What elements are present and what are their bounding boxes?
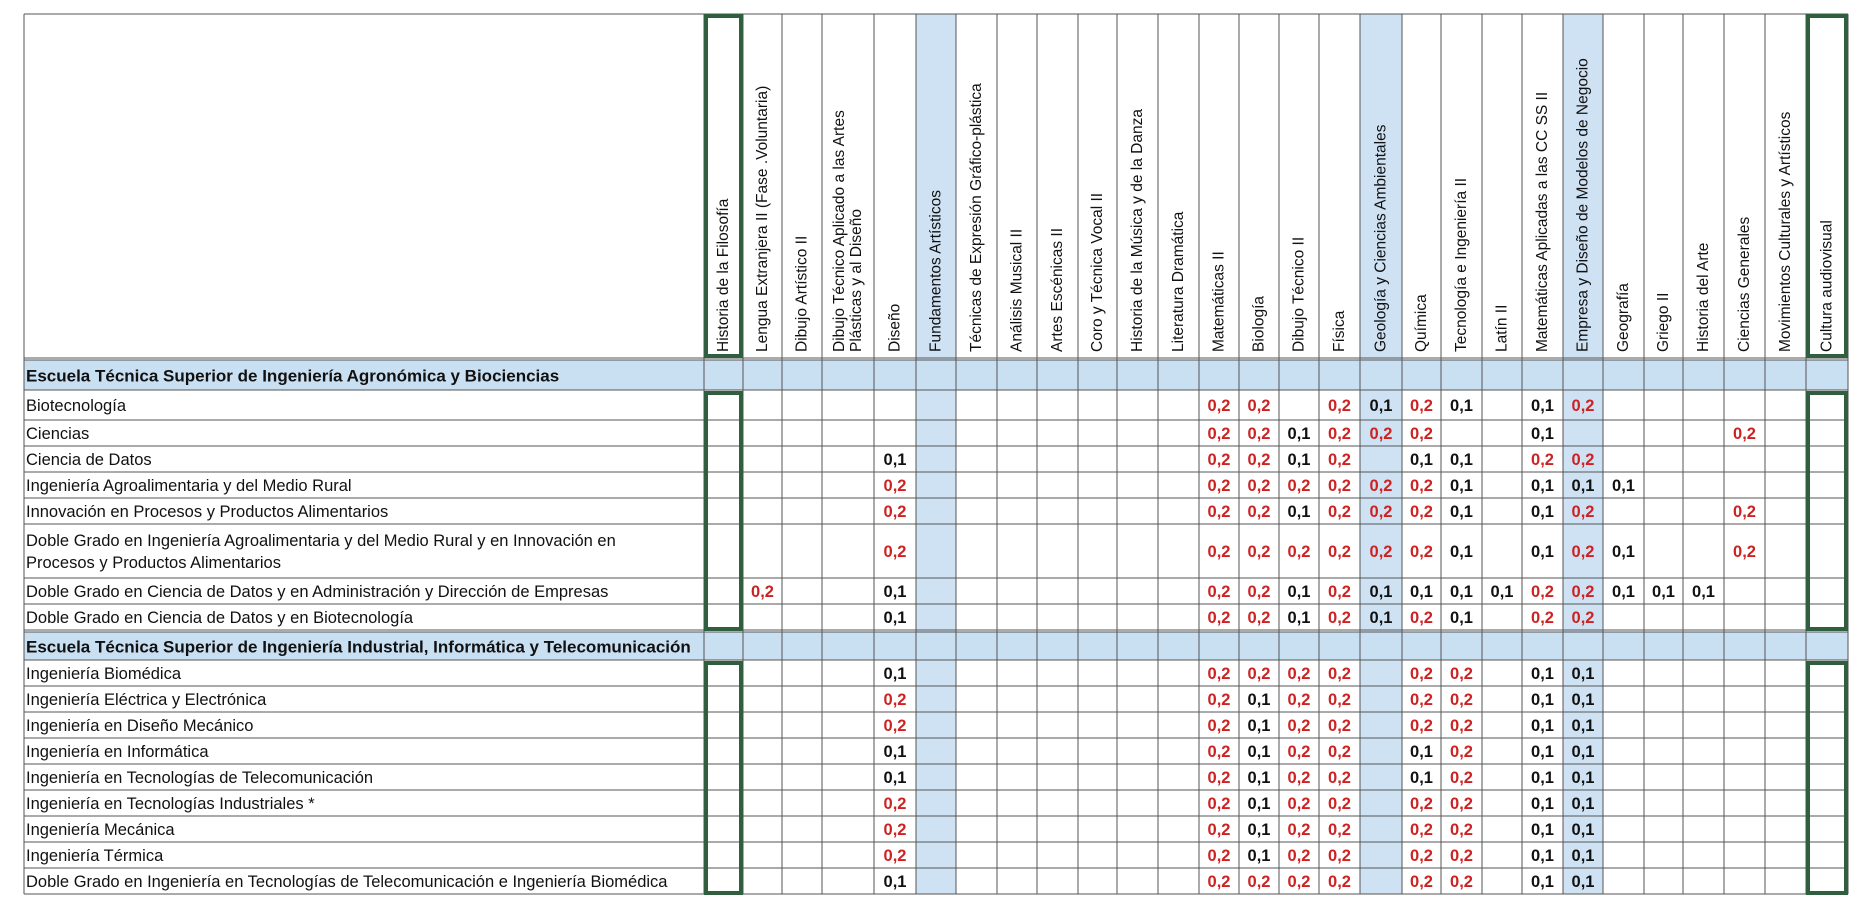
weight-value: 0,2 xyxy=(883,503,907,521)
weight-value: 0,2 xyxy=(1287,873,1311,891)
weight-value: 0,1 xyxy=(1247,717,1271,735)
weight-value: 0,1 xyxy=(1247,847,1271,865)
weight-value: 0,1 xyxy=(1531,821,1554,839)
weight-value: 0,2 xyxy=(1287,795,1311,813)
weight-value: 0,1 xyxy=(1410,743,1433,761)
row-label: Innovación en Procesos y Productos Alimentarios xyxy=(26,503,389,521)
weight-value: 0,1 xyxy=(1612,477,1635,495)
weight-value: 0,2 xyxy=(1410,425,1433,443)
column-header: Empresa y Diseño de Modelos de Negocio xyxy=(1574,58,1592,352)
weight-value: 0,2 xyxy=(1571,451,1595,469)
row-label: Ingeniería en Informática xyxy=(26,743,209,761)
weight-value: 0,2 xyxy=(1450,873,1473,891)
weight-value: 0,1 xyxy=(1571,873,1595,891)
weight-value: 0,2 xyxy=(1247,665,1271,683)
column-header: Geología y Ciencias Ambientales xyxy=(1372,124,1390,352)
weight-value: 0,1 xyxy=(1369,609,1393,627)
column-header: Artes Escénicas II xyxy=(1049,227,1066,352)
weight-value: 0,1 xyxy=(1450,397,1473,415)
weight-value: 0,1 xyxy=(1410,769,1433,787)
weight-value: 0,1 xyxy=(883,873,907,891)
weight-value: 0,2 xyxy=(1369,477,1393,495)
weight-value: 0,2 xyxy=(1328,873,1351,891)
row-label: Ingeniería Térmica xyxy=(26,847,164,865)
weight-value: 0,1 xyxy=(1369,583,1393,601)
weight-value: 0,2 xyxy=(1369,425,1393,443)
weight-value: 0,2 xyxy=(1287,691,1311,709)
column-header: Geografía xyxy=(1615,283,1632,352)
weight-value: 0,2 xyxy=(1247,451,1271,469)
column-header: Dibujo Artístico II xyxy=(793,235,811,352)
weight-value: 0,2 xyxy=(1410,665,1433,683)
weight-value: 0,2 xyxy=(1247,397,1271,415)
weight-value: 0,2 xyxy=(1287,477,1311,495)
weight-value: 0,2 xyxy=(1410,847,1433,865)
weight-value: 0,1 xyxy=(1531,873,1554,891)
weight-value: 0,2 xyxy=(1328,769,1351,787)
weight-value: 0,2 xyxy=(883,847,907,865)
column-header: Análisis Musical II xyxy=(1008,228,1026,352)
weight-value: 0,1 xyxy=(1571,795,1595,813)
weight-value: 0,2 xyxy=(1328,743,1351,761)
weight-value: 0,2 xyxy=(1207,821,1231,839)
weight-value: 0,2 xyxy=(1287,543,1311,561)
weight-value: 0,2 xyxy=(1247,503,1271,521)
weight-value: 0,1 xyxy=(1571,821,1595,839)
weight-value: 0,2 xyxy=(1571,503,1595,521)
weight-value: 0,2 xyxy=(1410,795,1433,813)
weight-value: 0,2 xyxy=(1207,769,1231,787)
weight-value: 0,1 xyxy=(1287,609,1311,627)
column-header: Historia de la Música y de la Danza xyxy=(1129,109,1146,352)
weight-value: 0,2 xyxy=(1733,503,1756,521)
weight-value: 0,2 xyxy=(1450,665,1473,683)
weight-value: 0,2 xyxy=(1328,665,1351,683)
row-label: Ingeniería Agroalimentaria y del Medio Rural xyxy=(26,477,352,495)
weight-value: 0,2 xyxy=(1328,691,1351,709)
column-header: Técnicas de Expresión Gráfico-plástica xyxy=(968,83,985,352)
row-label: Ingeniería Mecánica xyxy=(26,821,175,839)
weight-value: 0,1 xyxy=(1531,769,1554,787)
column-header: Literatura Dramática xyxy=(1170,211,1187,352)
weight-value: 0,2 xyxy=(1531,451,1554,469)
weight-value: 0,2 xyxy=(1328,503,1351,521)
weight-value: 0,1 xyxy=(1490,583,1514,601)
weight-value: 0,1 xyxy=(1450,609,1473,627)
weight-value: 0,1 xyxy=(1571,665,1595,683)
weight-value: 0,2 xyxy=(1328,397,1351,415)
weight-value: 0,1 xyxy=(1531,543,1554,561)
weight-value: 0,2 xyxy=(1410,873,1433,891)
weight-value: 0,1 xyxy=(883,743,907,761)
row-label: Ingeniería Eléctrica y Electrónica xyxy=(26,691,267,709)
weight-value: 0,2 xyxy=(1328,821,1351,839)
weight-value: 0,2 xyxy=(1207,847,1231,865)
weight-value: 0,2 xyxy=(1207,477,1231,495)
weight-value: 0,2 xyxy=(1369,543,1393,561)
row-label: Doble Grado en Ingeniería en Tecnologías de Telecomunicación e Ingeniería Biomédica xyxy=(26,873,668,891)
weight-value: 0,2 xyxy=(1410,477,1433,495)
weight-value: 0,2 xyxy=(1207,665,1231,683)
weight-value: 0,2 xyxy=(1247,543,1271,561)
section-title: Escuela Técnica Superior de Ingeniería Agronómica y Biociencias xyxy=(26,366,560,386)
row-label: Ingeniería en Diseño Mecánico xyxy=(26,717,254,735)
weight-value: 0,2 xyxy=(1328,609,1351,627)
column-header: Fundamentos Artísticos xyxy=(927,190,945,352)
weight-value: 0,2 xyxy=(883,543,907,561)
column-header: Latín II xyxy=(1493,304,1511,352)
weight-value: 0,2 xyxy=(1207,583,1231,601)
weight-value: 0,2 xyxy=(1247,425,1271,443)
weight-value: 0,1 xyxy=(1571,847,1595,865)
weight-value: 0,2 xyxy=(883,691,907,709)
weight-value: 0,2 xyxy=(1450,847,1473,865)
weight-value: 0,2 xyxy=(1207,397,1231,415)
weight-value: 0,1 xyxy=(1571,743,1595,761)
row-label: Doble Grado en Ciencia de Datos y en Administración y Dirección de Empresas xyxy=(26,583,609,601)
weight-value: 0,2 xyxy=(1328,425,1351,443)
weight-value: 0,2 xyxy=(1328,477,1351,495)
column-header: Biología xyxy=(1250,295,1268,352)
weight-value: 0,2 xyxy=(1450,743,1473,761)
weight-value: 0,1 xyxy=(1450,451,1473,469)
weight-value: 0,1 xyxy=(1571,691,1595,709)
weight-value: 0,2 xyxy=(1571,543,1595,561)
weight-value: 0,1 xyxy=(1247,821,1271,839)
row-label: Doble Grado en Ciencia de Datos y en Biotecnología xyxy=(26,609,414,627)
weight-value: 0,2 xyxy=(1207,503,1231,521)
weight-value: 0,2 xyxy=(1207,717,1231,735)
weight-value: 0,2 xyxy=(1207,609,1231,627)
row-label: Procesos y Productos Alimentarios xyxy=(26,554,281,572)
weight-value: 0,2 xyxy=(1328,451,1351,469)
weight-value: 0,2 xyxy=(1328,717,1351,735)
weight-value: 0,1 xyxy=(1531,847,1554,865)
weight-value: 0,2 xyxy=(883,821,907,839)
weight-value: 0,2 xyxy=(1571,397,1595,415)
weight-value: 0,2 xyxy=(1450,795,1473,813)
row-label: Ingeniería Biomédica xyxy=(26,665,182,683)
column-header: Historia del Arte xyxy=(1695,242,1712,352)
row-label: Ingeniería en Tecnologías de Telecomunicación xyxy=(26,769,374,787)
column-header: Química xyxy=(1413,294,1430,352)
weight-value: 0,1 xyxy=(1450,583,1473,601)
weight-value: 0,1 xyxy=(883,769,907,787)
weight-value: 0,1 xyxy=(883,609,907,627)
weight-value: 0,2 xyxy=(1450,769,1473,787)
shaded-column-5 xyxy=(916,14,956,894)
weight-value: 0,2 xyxy=(751,583,774,601)
column-header: Física xyxy=(1331,310,1348,352)
weight-value: 0,1 xyxy=(1612,543,1635,561)
weight-value: 0,1 xyxy=(1450,503,1473,521)
weight-value: 0,2 xyxy=(1328,795,1351,813)
weight-value: 0,1 xyxy=(1287,451,1311,469)
weight-value: 0,2 xyxy=(1207,743,1231,761)
weight-value: 0,2 xyxy=(1571,583,1595,601)
column-header: Historia de la Filosofía xyxy=(715,198,732,352)
weight-value: 0,2 xyxy=(1247,609,1271,627)
weight-value: 0,2 xyxy=(1207,691,1231,709)
column-header: Coro y Técnica Vocal II xyxy=(1089,192,1106,352)
weight-value: 0,1 xyxy=(1571,769,1595,787)
weight-value: 0,1 xyxy=(1531,503,1554,521)
weight-value: 0,2 xyxy=(1207,425,1231,443)
weight-value: 0,2 xyxy=(1287,743,1311,761)
weight-value: 0,2 xyxy=(1328,583,1351,601)
weight-value: 0,2 xyxy=(1328,847,1351,865)
weight-value: 0,2 xyxy=(1450,717,1473,735)
column-header: Movimientos Culturales y Artísticos xyxy=(1777,111,1794,352)
weight-value: 0,1 xyxy=(1247,769,1271,787)
row-label: Ingeniería en Tecnologías Industriales * xyxy=(26,795,315,813)
weight-value: 0,2 xyxy=(1410,397,1433,415)
weight-value: 0,1 xyxy=(1247,795,1271,813)
weight-value: 0,2 xyxy=(1531,609,1554,627)
weight-value: 0,2 xyxy=(1410,821,1433,839)
weight-value: 0,1 xyxy=(1450,543,1473,561)
weight-value: 0,1 xyxy=(1652,583,1675,601)
weight-value: 0,2 xyxy=(1410,609,1433,627)
weight-value: 0,2 xyxy=(1369,503,1393,521)
weight-value: 0,1 xyxy=(1287,503,1311,521)
weight-value: 0,2 xyxy=(1410,717,1433,735)
weight-value: 0,2 xyxy=(1207,873,1231,891)
column-header: Dibujo Técnico II xyxy=(1290,236,1308,352)
column-header: Cultura audiovisual xyxy=(1818,220,1836,352)
row-label: Biotecnología xyxy=(26,397,126,415)
weight-value: 0,1 xyxy=(1692,583,1715,601)
weight-value: 0,2 xyxy=(1207,543,1231,561)
weight-value: 0,1 xyxy=(883,665,907,683)
weight-value: 0,2 xyxy=(1287,769,1311,787)
weight-value: 0,2 xyxy=(1450,821,1473,839)
column-header: Plásticas y al Diseño xyxy=(848,208,865,352)
weight-value: 0,2 xyxy=(1733,425,1756,443)
column-header: Dibujo Técnico Aplicado a las Artes xyxy=(831,110,848,352)
weight-value: 0,2 xyxy=(1287,821,1311,839)
weight-value: 0,2 xyxy=(883,795,907,813)
weight-value: 0,1 xyxy=(1287,425,1311,443)
row-label: Ciencias xyxy=(26,425,90,443)
weight-value: 0,1 xyxy=(1531,717,1554,735)
weight-value: 0,2 xyxy=(1247,583,1271,601)
weight-value: 0,1 xyxy=(1531,795,1554,813)
weight-value: 0,1 xyxy=(1571,717,1595,735)
weight-value: 0,1 xyxy=(1531,397,1554,415)
column-header: Griego II xyxy=(1655,292,1672,352)
weight-value: 0,1 xyxy=(1531,477,1554,495)
weight-value: 0,1 xyxy=(1571,477,1595,495)
weight-value: 0,2 xyxy=(1247,477,1271,495)
weight-value: 0,2 xyxy=(1247,873,1271,891)
column-header: Matemáticas II xyxy=(1210,251,1228,352)
row-label: Doble Grado en Ingeniería Agroalimentaria y del Medio Rural y en Innovación en xyxy=(26,532,616,550)
column-header: Ciencias Generales xyxy=(1736,216,1753,352)
weight-value: 0,1 xyxy=(883,583,907,601)
weight-value: 0,2 xyxy=(1207,795,1231,813)
weight-value: 0,2 xyxy=(1207,451,1231,469)
weight-value: 0,2 xyxy=(883,477,907,495)
weight-value: 0,2 xyxy=(1287,665,1311,683)
weight-value: 0,1 xyxy=(1287,583,1311,601)
row-label: Ciencia de Datos xyxy=(26,451,152,469)
weight-value: 0,2 xyxy=(1450,691,1473,709)
section-title: Escuela Técnica Superior de Ingeniería Industrial, Informática y Telecomunicación xyxy=(26,637,691,657)
column-header: Diseño xyxy=(886,303,904,352)
weight-value: 0,2 xyxy=(1531,583,1554,601)
column-header: Matemáticas Aplicadas a las CC SS II xyxy=(1534,91,1551,352)
weight-value: 0,2 xyxy=(1287,847,1311,865)
weight-value: 0,1 xyxy=(1247,743,1271,761)
weight-value: 0,1 xyxy=(1531,665,1554,683)
weight-value: 0,2 xyxy=(1733,543,1756,561)
weight-value: 0,2 xyxy=(1328,543,1351,561)
weight-value: 0,1 xyxy=(1531,743,1554,761)
weight-value: 0,1 xyxy=(1369,397,1393,415)
weight-value: 0,2 xyxy=(1410,503,1433,521)
weight-value: 0,2 xyxy=(1571,609,1595,627)
weight-value: 0,2 xyxy=(1287,717,1311,735)
weight-value: 0,1 xyxy=(1410,583,1433,601)
weight-value: 0,1 xyxy=(1531,425,1554,443)
weight-value: 0,1 xyxy=(1450,477,1473,495)
weight-value: 0,1 xyxy=(1410,451,1433,469)
column-header: Lengua Extranjera II (Fase .Voluntaria) xyxy=(754,85,771,352)
weight-value: 0,2 xyxy=(1410,543,1433,561)
weight-value: 0,2 xyxy=(1410,691,1433,709)
weight-value: 0,1 xyxy=(1612,583,1635,601)
weight-value: 0,1 xyxy=(1247,691,1271,709)
weight-value: 0,2 xyxy=(883,717,907,735)
weight-value: 0,1 xyxy=(883,451,907,469)
column-header: Tecnología e Ingeniería II xyxy=(1453,177,1470,352)
weight-value: 0,1 xyxy=(1531,691,1554,709)
